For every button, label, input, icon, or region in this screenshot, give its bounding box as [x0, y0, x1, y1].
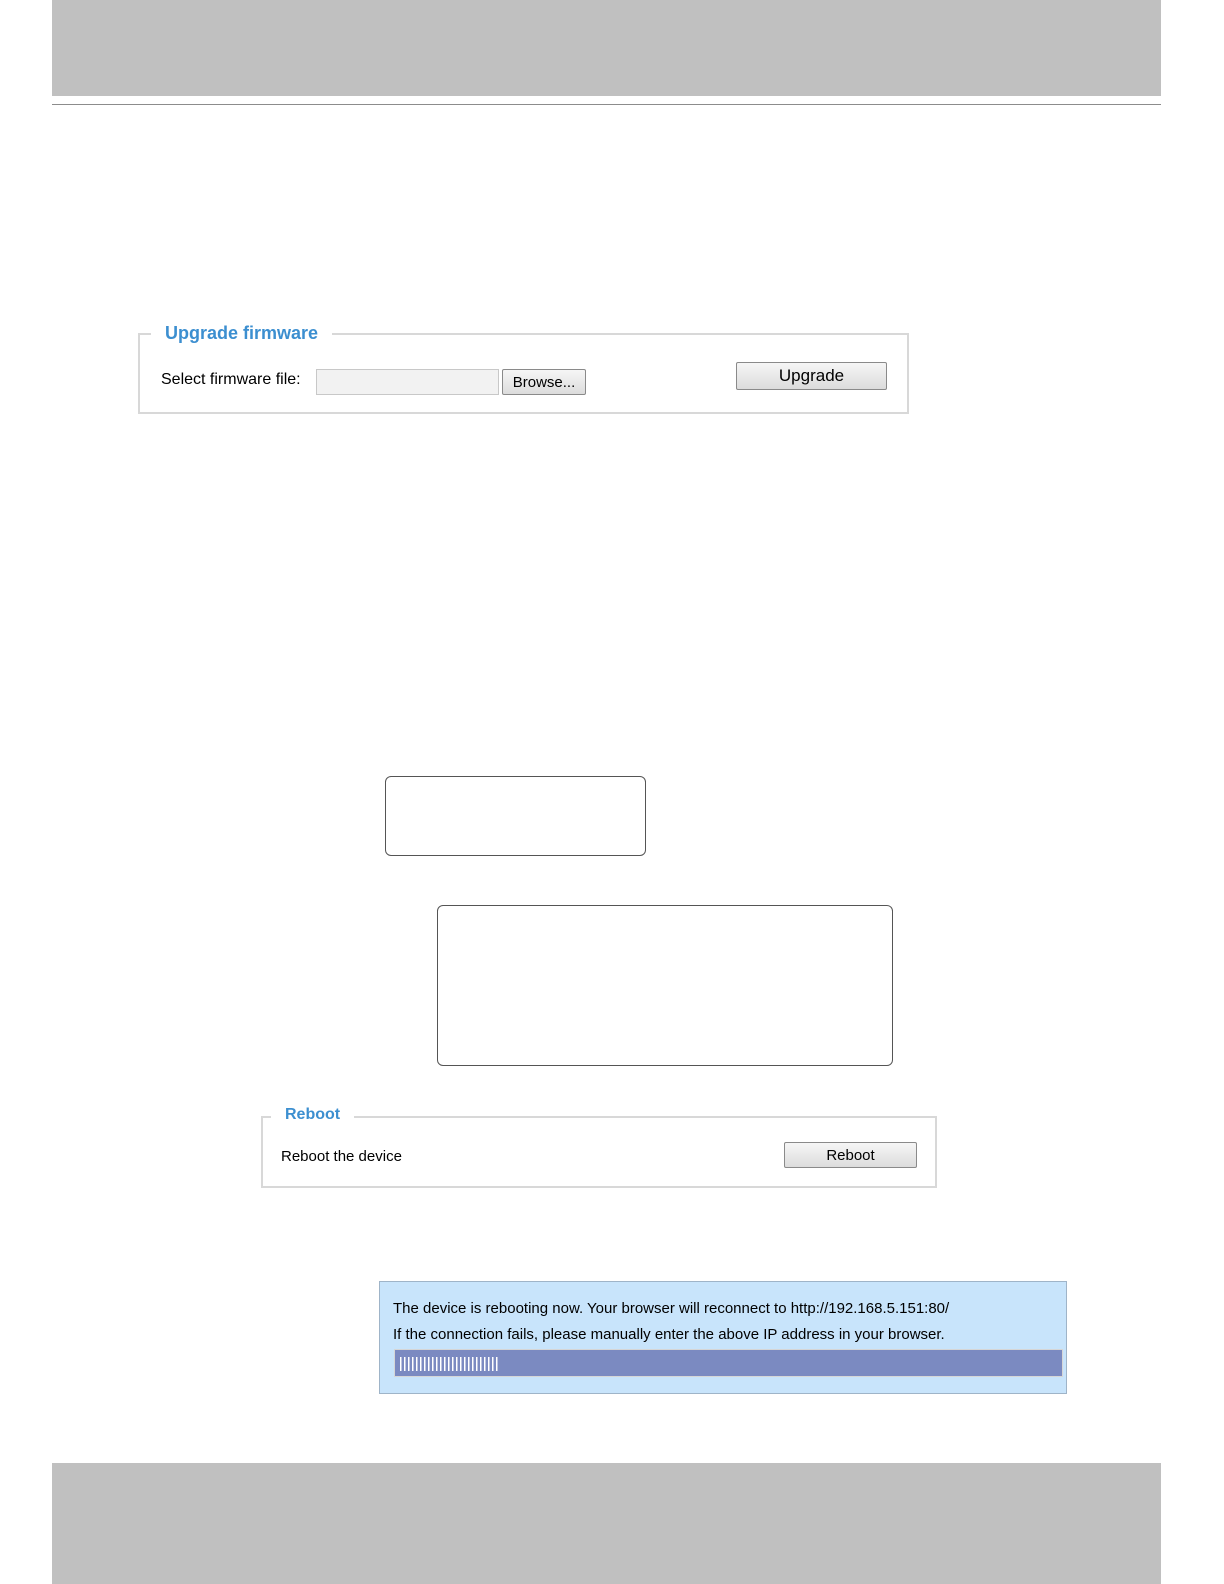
- rebooting-message-line-2: If the connection fails, please manually enter the above IP address in your browser.: [393, 1326, 945, 1343]
- rebooting-message-box: [379, 1281, 1067, 1394]
- page-footer-band: [52, 1463, 1161, 1584]
- rebooting-message-line-1: The device is rebooting now. Your browser will reconnect to http://192.168.5.151:80/: [393, 1300, 950, 1317]
- reboot-description: Reboot the device: [281, 1148, 402, 1165]
- reboot-progress-fill: [400, 1357, 499, 1371]
- page-header-band: [52, 0, 1161, 96]
- callout-box-large: [437, 905, 893, 1066]
- header-divider: [52, 104, 1161, 105]
- upgrade-firmware-panel: [138, 323, 909, 414]
- select-firmware-label: Select firmware file:: [161, 371, 301, 388]
- upgrade-button[interactable]: Upgrade: [736, 362, 887, 390]
- firmware-file-input[interactable]: [316, 369, 499, 395]
- reboot-button[interactable]: Reboot: [784, 1142, 917, 1168]
- reboot-progress-bar: [394, 1349, 1063, 1377]
- callout-box-small: [385, 776, 646, 856]
- reboot-panel: [261, 1106, 937, 1188]
- browse-button[interactable]: Browse...: [502, 369, 586, 395]
- upgrade-firmware-legend: Upgrade firmware: [151, 323, 332, 344]
- reboot-legend: Reboot: [271, 1106, 354, 1124]
